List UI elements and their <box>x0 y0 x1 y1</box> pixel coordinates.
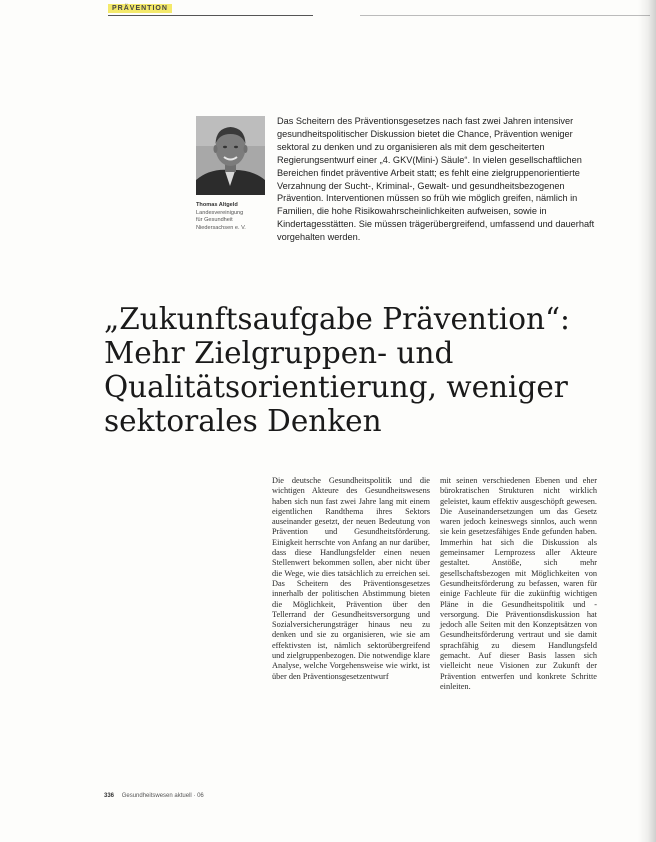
header-rule <box>108 15 313 16</box>
author-photo-drawing <box>196 116 265 195</box>
header-rule-right <box>360 15 650 16</box>
author-role-line: Niedersachsen e. V. <box>196 224 246 231</box>
intro-paragraph: Das Scheitern des Präventionsgesetzes nach fast zwei Jahren intensiver gesundheitspolitischer Diskussion bietet die Chance, Prävention weniger sektoral zu denken und zu organisieren als mit dem gescheiterten Regierungsentwurf einer „4. GKV(Mini-) Säule“. In vielen gesellschaftlichen Bereichen findet präventive Arbeit statt; es fehlt eine zielgruppenorientierte Verzahnung der Sucht-, Kriminal-, Gewalt- und gesundheitsbezogenen Prävention. Interventionen müssen so früh wie möglich greifen, nämlich in Familien, die hohe Risikowahrscheinlichkeiten aufweisen, sowie in Kindertagesstätten. Sie müssen trägerübergreifend, umfassend und dauerhaft vorgehalten werden. <box>277 116 595 243</box>
author-portrait <box>196 116 265 195</box>
article-headline <box>104 302 604 438</box>
page-footer <box>104 793 204 799</box>
page-number: 336 <box>104 793 115 799</box>
headline-line: Qualitätsorientierung, weniger <box>104 370 568 404</box>
body-column-2: mit seinen verschiedenen Ebenen und eher bürokratischen Strukturen nicht wirklich geleistet, kaum effektiv ausgeschöpft gewesen. Die Auseinandersetzungen um das Gesetz waren jedoch keineswegs sinnlos, auch wenn sie kein gesetzesfähiges Ende gefunden haben. Immerhin hat sich die Diskussion als gemeinsamer Lernprozess aller Akteure gestaltet. Anstöße, sich mehr gesellschaftsbezogen mit Möglichkeiten von Gesundheitsförderung zu befassen, waren für einige Fachleute für die zukünftig wichtigen Pläne in die Gesundheitspolitik und -versorgung. Die Präventionsdiskussion hat jedoch alle Seiten mit den Konzeptsätzen von Gesundheitsförderung vertraut und sie damit sprachfähig zu diesem Handlungsfeld gemacht. Auf dieser Basis lassen sich vielleicht neue Visionen zur Zukunft der Prävention entwerfen und konkrete Schritte einleiten. <box>440 476 597 691</box>
headline-line: sektorales Denken <box>104 404 382 438</box>
author-role-line: Landesvereinigung <box>196 209 244 216</box>
section-label: PRÄVENTION <box>108 4 172 13</box>
journal-name: Gesundheitswesen aktuell · 06 <box>121 793 204 799</box>
author-role-line: für Gesundheit <box>196 217 233 224</box>
headline-line: Mehr Zielgruppen- und <box>104 336 454 370</box>
scan-edge-shadow <box>638 0 656 842</box>
body-column-1: Die deutsche Gesundheitspolitik und die wichtigen Akteure des Gesundheitswesens haben sich nun fast zwei Jahre lang mit einem eigentlichen Randthema ihres Sektors auseinander gesetzt, der neuen Bedeutung von Prävention und Gesundheitsförderung. Einigkeit herrschte von Anfang an nur darüber, dass diese Handlungsfelder einen neuen Stellenwert bekommen sollen, aber nicht über die Wege, wie dies tatsächlich zu erreichen sei. Das Scheitern des Präventionsgesetzes innerhalb der politischen Abstimmung bieten die Möglichkeit, Prävention über den Tellerrand der Gesundheitsversorgung und Sozialversicherungsträger hinaus neu zu denken und sie zu organisieren, wie sie am effektivsten ist, nämlich sektorübergreifend und zielgruppenbezogen. Die notwendige klare Analyse, welche Vorgehensweise wie wirkt, ist über den Präventionsgesetzentwurf <box>272 476 430 681</box>
author-caption <box>196 202 271 232</box>
author-name: Thomas Altgeld <box>196 202 238 208</box>
headline-line: „Zukunftsaufgabe Prävention“: <box>104 302 570 336</box>
